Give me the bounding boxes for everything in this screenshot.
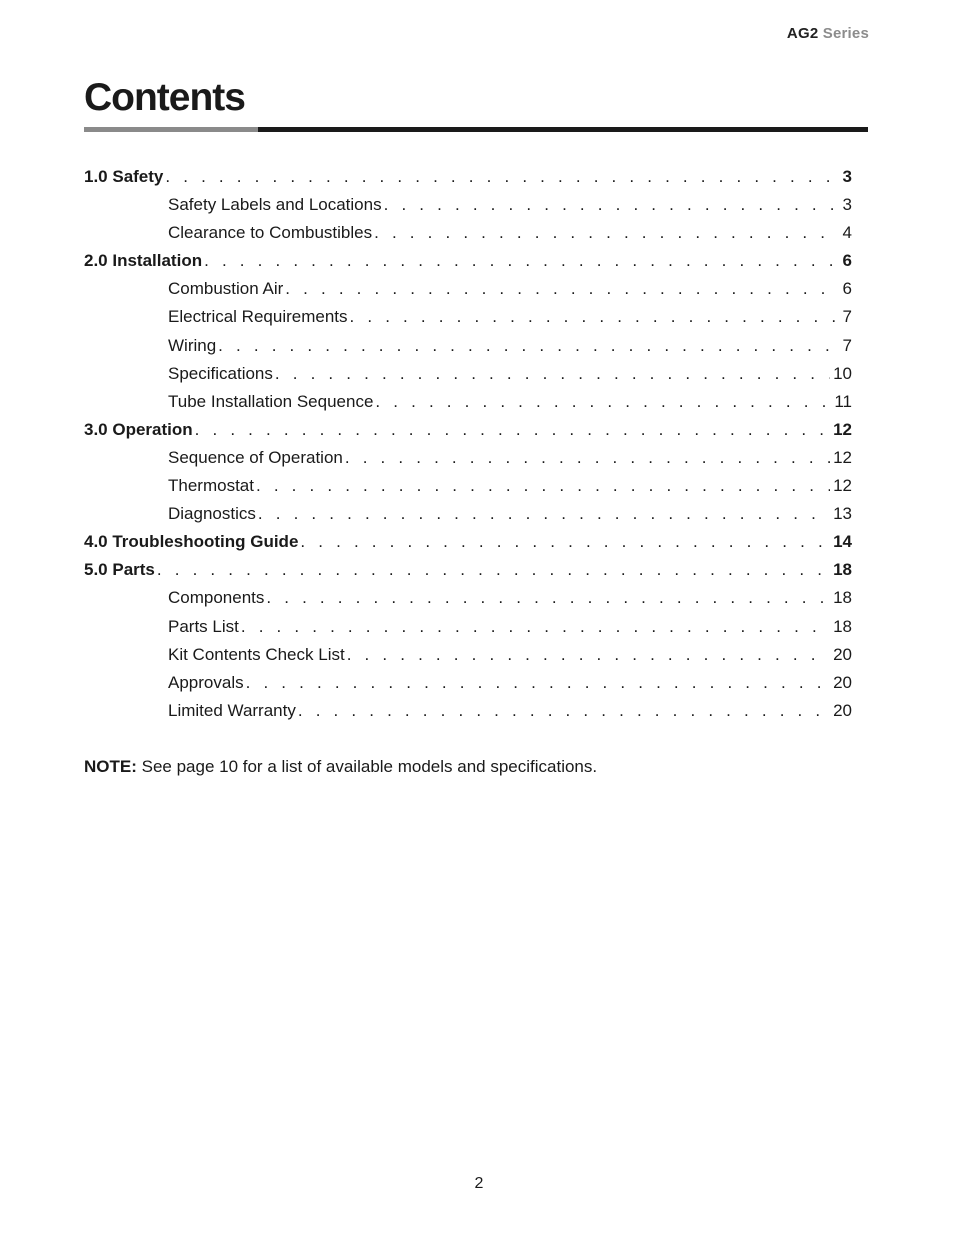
- toc-entry-label: Safety Labels and Locations: [168, 195, 382, 215]
- toc-entry-label: 4.0 Troubleshooting Guide: [84, 532, 299, 552]
- toc-entry-label: Approvals: [168, 672, 244, 692]
- toc-dot-leader: [256, 472, 830, 500]
- toc-section-entry[interactable]: [84, 528, 852, 556]
- toc-subsection-entry[interactable]: [84, 584, 852, 612]
- table-of-contents: [84, 163, 852, 725]
- toc-dot-leader: [258, 500, 830, 528]
- toc-entry-page: 18: [833, 588, 852, 608]
- toc-entry-label: Clearance to Combustibles: [168, 223, 373, 243]
- toc-entry-label: Wiring: [168, 335, 217, 355]
- toc-entry-page: 4: [842, 223, 852, 243]
- toc-entry-label: Components: [168, 588, 265, 608]
- toc-dot-leader: [241, 613, 830, 641]
- toc-entry-page: 18: [833, 616, 852, 636]
- toc-dot-leader: [374, 219, 837, 247]
- title-rule: [84, 127, 868, 132]
- toc-subsection-entry[interactable]: [84, 360, 852, 388]
- toc-section-entry[interactable]: [84, 416, 852, 444]
- toc-entry-page: 20: [833, 672, 852, 692]
- toc-subsection-entry[interactable]: [84, 275, 852, 303]
- page-number: 2: [474, 1175, 484, 1192]
- toc-dot-leader: [298, 697, 830, 725]
- toc-entry-label: 3.0 Operation: [84, 419, 193, 439]
- toc-entry-page: 6: [842, 251, 852, 271]
- toc-dot-leader: [384, 191, 837, 219]
- title-rule-main: [258, 127, 868, 132]
- toc-entry-page: 12: [833, 476, 852, 496]
- toc-dot-leader: [285, 275, 837, 303]
- toc-entry-label: Tube Installation Sequence: [168, 391, 374, 411]
- toc-section-entry[interactable]: [84, 556, 852, 584]
- toc-entry-page: 3: [842, 167, 852, 186]
- note-label: NOTE:: [84, 757, 137, 776]
- toc-dot-leader: [157, 556, 830, 584]
- page-title: Contents: [84, 76, 245, 119]
- toc-entry-page: 10: [833, 363, 852, 383]
- toc-dot-leader: [300, 528, 830, 556]
- toc-entry-label: Specifications: [168, 363, 273, 383]
- toc-entry-label: 1.0 Safety: [84, 167, 164, 186]
- toc-entry-page: 11: [834, 391, 852, 411]
- toc-subsection-entry[interactable]: [84, 500, 852, 528]
- toc-subsection-entry[interactable]: [84, 191, 852, 219]
- toc-dot-leader: [195, 416, 830, 444]
- toc-dot-leader: [165, 163, 837, 191]
- toc-entry-page: 12: [833, 447, 852, 467]
- series-word: Series: [822, 25, 869, 42]
- toc-entry-label: Limited Warranty: [168, 700, 296, 720]
- toc-dot-leader: [275, 360, 830, 388]
- toc-subsection-entry[interactable]: [84, 332, 852, 360]
- title-rule-accent: [84, 127, 258, 132]
- toc-entry-label: Thermostat: [168, 476, 254, 496]
- note: [84, 756, 597, 778]
- toc-subsection-entry[interactable]: [84, 219, 852, 247]
- toc-section-entry[interactable]: [84, 163, 852, 191]
- toc-entry-page: 14: [833, 532, 852, 552]
- toc-dot-leader: [347, 641, 830, 669]
- toc-entry-label: 2.0 Installation: [84, 251, 203, 271]
- toc-entry-label: Kit Contents Check List: [168, 644, 345, 664]
- toc-subsection-entry[interactable]: [84, 669, 852, 697]
- toc-entry-page: 6: [842, 279, 852, 299]
- toc-entry-page: 13: [833, 504, 852, 524]
- toc-subsection-entry[interactable]: [84, 303, 852, 331]
- toc-entry-page: 12: [833, 419, 852, 439]
- toc-dot-leader: [350, 303, 837, 331]
- toc-entry-label: Electrical Requirements: [168, 307, 348, 327]
- toc-entry-label: Combustion Air: [168, 279, 284, 299]
- note-text: See page 10 for a list of available models and specifications.: [136, 757, 598, 776]
- toc-entry-label: Parts List: [168, 616, 239, 636]
- toc-dot-leader: [218, 332, 837, 360]
- series-header: [787, 25, 869, 42]
- toc-dot-leader: [345, 444, 830, 472]
- toc-subsection-entry[interactable]: [84, 388, 852, 416]
- toc-entry-page: 20: [833, 644, 852, 664]
- toc-entry-page: 18: [833, 560, 852, 580]
- toc-dot-leader: [266, 584, 830, 612]
- toc-section-entry[interactable]: [84, 247, 852, 275]
- toc-entry-page: 3: [842, 195, 852, 215]
- toc-entry-page: 7: [842, 307, 852, 327]
- toc-entry-label: Diagnostics: [168, 504, 256, 524]
- toc-dot-leader: [375, 388, 831, 416]
- toc-subsection-entry[interactable]: [84, 613, 852, 641]
- toc-subsection-entry[interactable]: [84, 472, 852, 500]
- toc-entry-page: 20: [833, 700, 852, 720]
- toc-dot-leader: [204, 247, 837, 275]
- toc-subsection-entry[interactable]: [84, 697, 852, 725]
- series-model: AG2: [786, 25, 819, 42]
- toc-entry-page: 7: [842, 335, 852, 355]
- toc-entry-label: 5.0 Parts: [84, 560, 155, 580]
- toc-subsection-entry[interactable]: [84, 444, 852, 472]
- toc-dot-leader: [246, 669, 830, 697]
- toc-entry-label: Sequence of Operation: [168, 447, 343, 467]
- toc-subsection-entry[interactable]: [84, 641, 852, 669]
